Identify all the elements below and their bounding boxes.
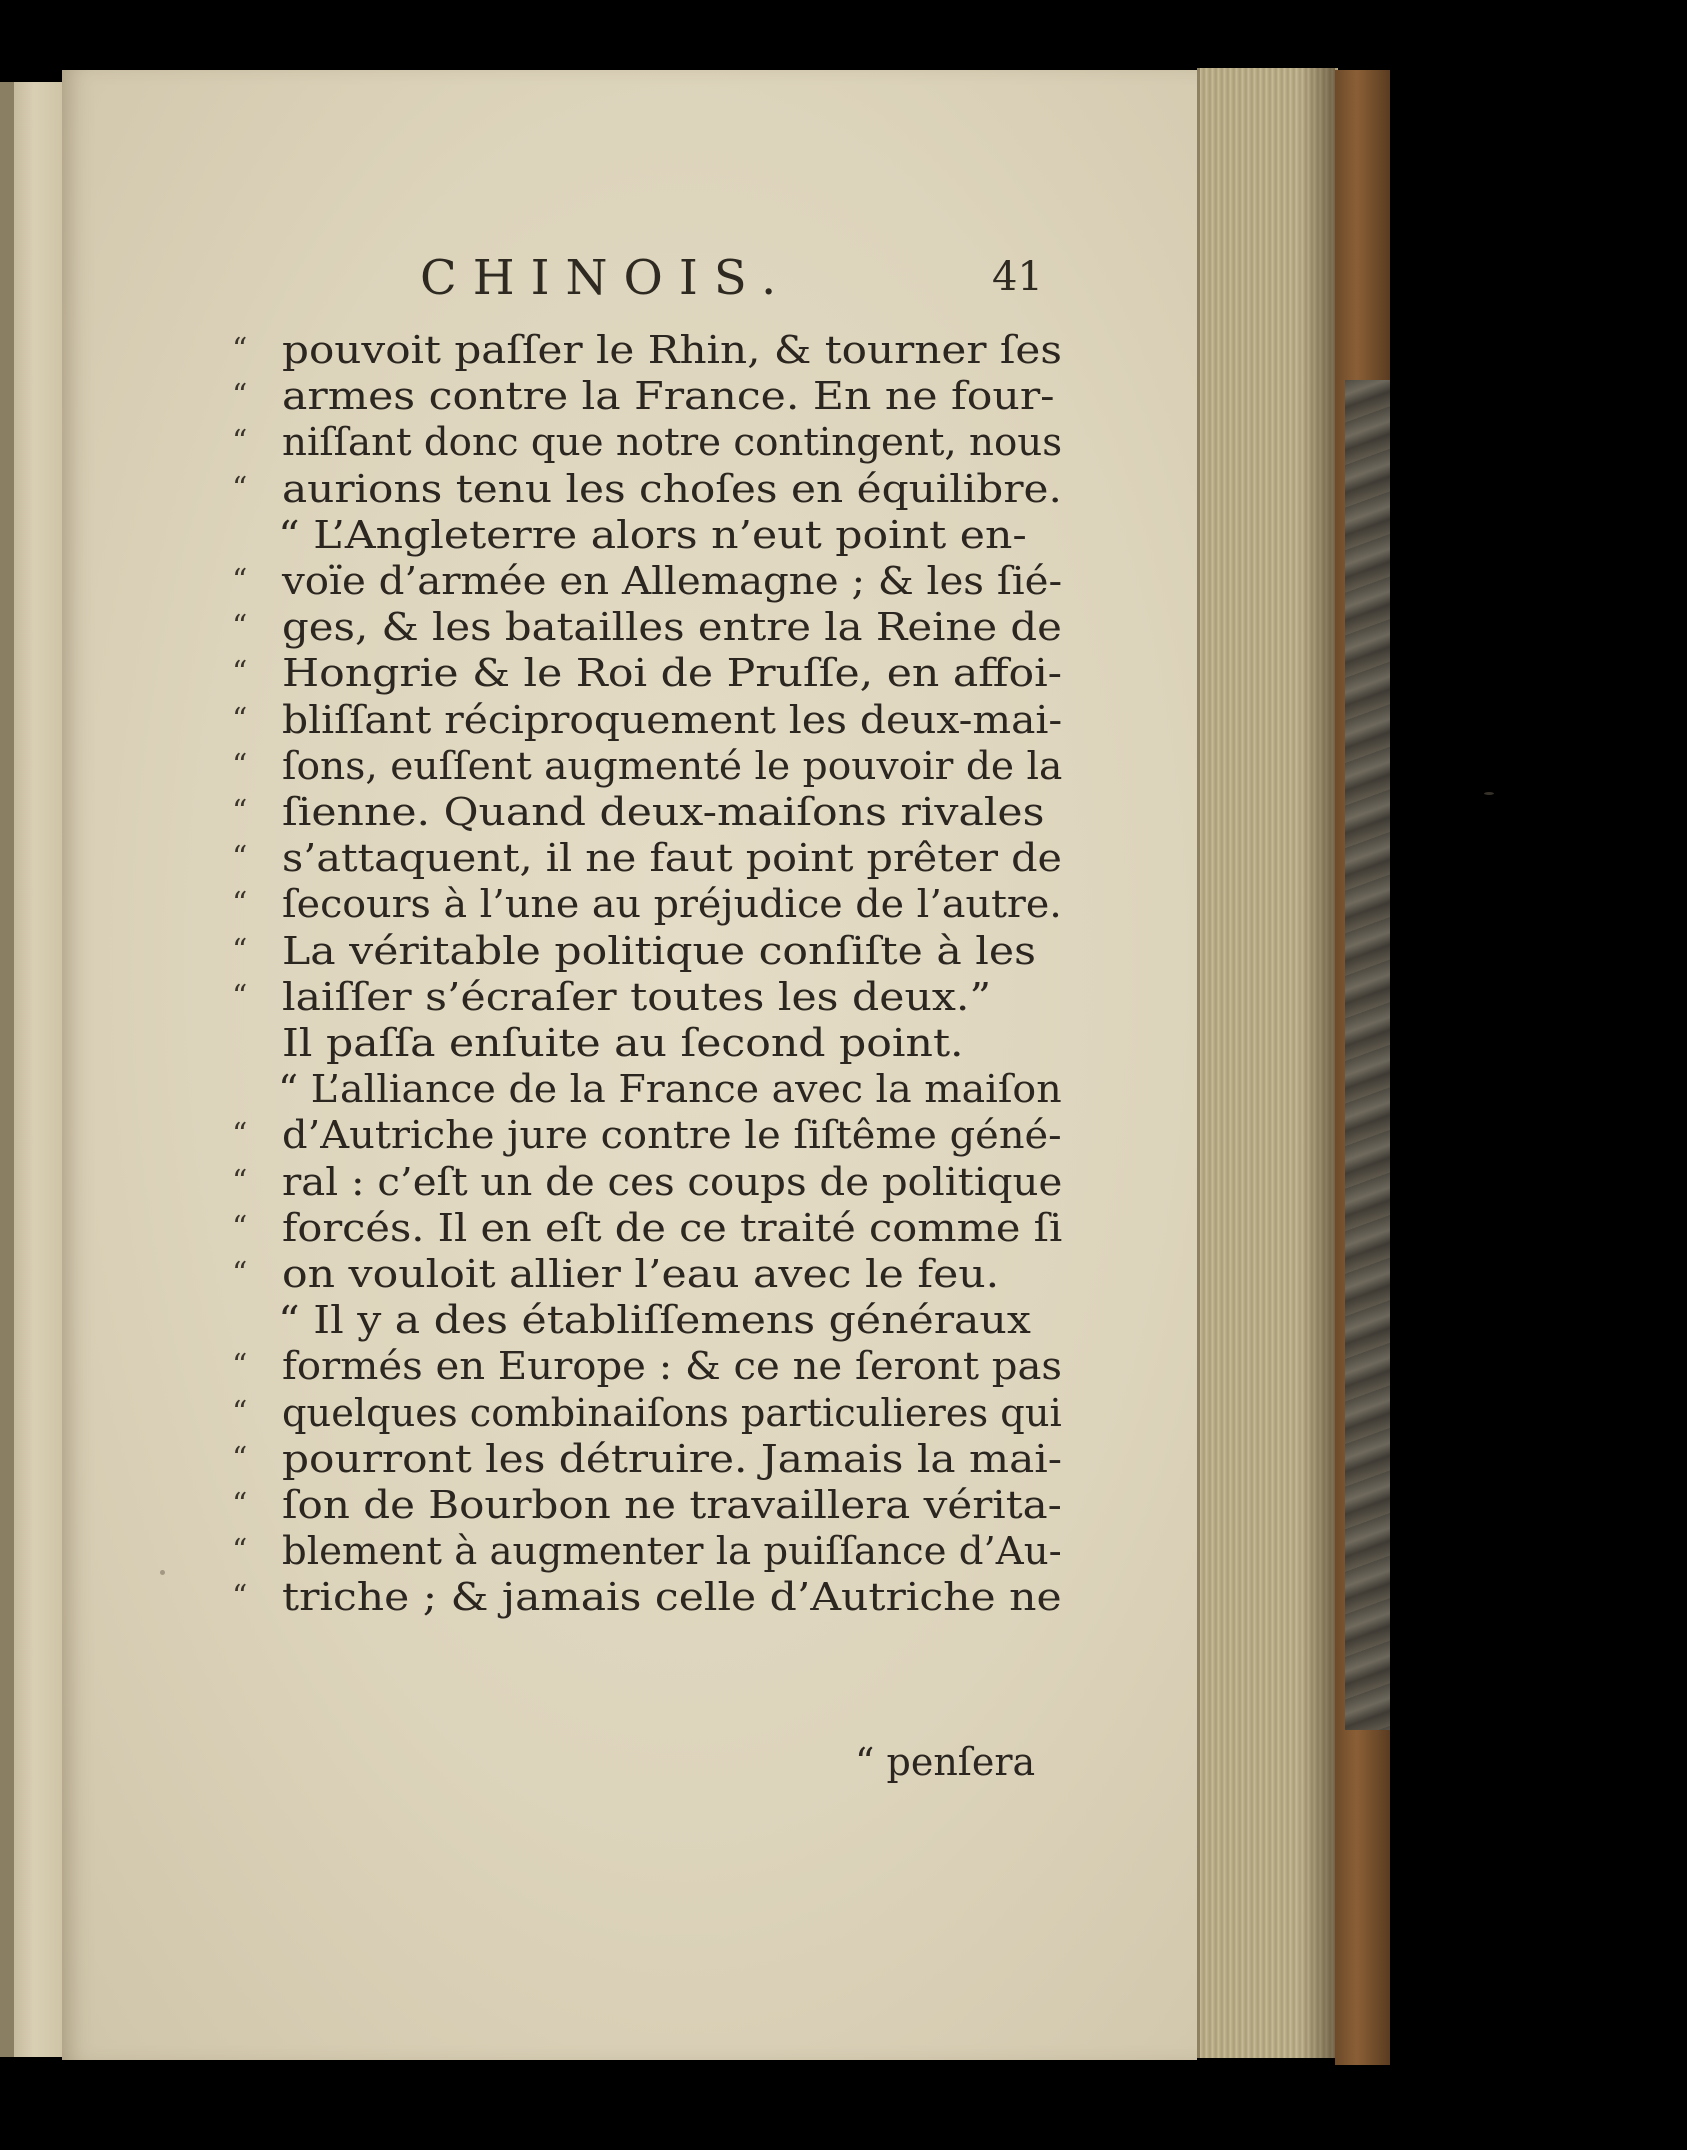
line-text: Hongrie & le Roi de Pruſſe, en affoi- [282,651,1063,696]
text-line [0,1342,1687,1390]
line-text: armes contre la France. En ne four- [282,374,1055,419]
margin-quote-mark: “ [232,424,248,460]
line-text: bliſſant réciproquement les deux-mai- [282,697,1063,742]
line-text: niſſant donc que notre contingent, nous [282,420,1063,465]
running-title: CHINOIS. [420,250,793,306]
catchword: “ penſera [855,1740,1036,1784]
line-text: on vouloit allier l’eau avec le feu. [282,1252,1000,1296]
margin-quote-mark: “ [232,1579,248,1615]
page-number: 41 [992,254,1043,300]
text-line [0,973,1687,1021]
margin-quote-mark: “ [232,378,248,414]
margin-quote-mark: “ [232,1533,248,1569]
text-line [0,326,1687,374]
margin-quote-mark: “ [232,1394,248,1430]
margin-quote-mark: “ [232,1348,248,1384]
line-text: ſons, euſſent augmenté le pouvoir de la [282,743,1063,788]
line-text: d’Autriche jure contre le ſiſtême géné- [282,1113,1062,1158]
line-text: pouvoit paſſer le Rhin, & tourner ſes [282,328,1062,372]
line-text: La véritable politique conſiſte à les [282,928,1036,973]
text-line [0,1019,1687,1067]
text-line [0,1111,1687,1159]
text-line [0,511,1687,559]
text-line [0,465,1687,513]
text-line [0,1296,1687,1344]
margin-quote-mark: “ [232,1117,248,1153]
text-line [0,557,1687,605]
margin-quote-mark: “ [232,1440,248,1476]
margin-quote-mark: “ [232,840,248,876]
margin-quote-mark: “ [232,1163,248,1199]
text-line [0,1527,1687,1575]
margin-quote-mark: “ [232,470,248,506]
margin-quote-mark: “ [232,932,248,968]
line-text: blement à augmenter la puiſſance d’Au- [282,1529,1062,1574]
margin-quote-mark: “ [232,1256,248,1291]
line-text: pourront les détruire. Jamais la mai- [282,1436,1063,1481]
line-text: “ L’alliance de la France avec la maiſon [278,1067,1062,1112]
line-text: Il paſſa enſuite au ſecond point. [282,1021,964,1065]
text-line [0,1250,1687,1298]
text-line [0,1573,1687,1621]
text-line [0,696,1687,744]
margin-quote-mark: “ [232,1487,248,1522]
margin-quote-mark: “ [232,747,248,783]
margin-quote-mark: “ [232,978,248,1014]
margin-quote-mark: “ [232,609,248,645]
text-line [0,788,1687,836]
line-text: forcés. Il en eſt de ce traité comme ſi [282,1205,1063,1250]
text-line [0,880,1687,928]
text-line [0,1065,1687,1113]
line-text: ges, & les batailles entre la Reine de [282,605,1062,650]
line-text: formés en Europe : & ce ne ſeront pas [282,1344,1063,1389]
text-line [0,1481,1687,1529]
margin-quote-mark: “ [232,563,248,598]
margin-quote-mark: “ [232,701,248,737]
text-line [0,1435,1687,1483]
line-text: voïe d’armée en Allemagne ; & les ſié- [282,559,1063,603]
text-line [0,1204,1687,1252]
line-text: triche ; & jamais celle d’Autriche ne [282,1575,1062,1620]
line-text: “ Il y a des établiſſemens généraux [278,1298,1031,1343]
margin-quote-mark: “ [232,794,248,829]
text-line [0,834,1687,882]
margin-quote-mark: “ [232,886,248,922]
text-line [0,1389,1687,1437]
line-text: ral : c’eſt un de ces coups de politique [282,1159,1063,1204]
text-line [0,372,1687,420]
margin-quote-mark: “ [232,655,248,691]
line-text: ſecours à l’une au préjudice de l’autre. [282,882,1062,927]
text-line [0,603,1687,651]
margin-quote-mark: “ [232,332,248,367]
text-line [0,742,1687,790]
line-text: “ L’Angleterre alors n’eut point en- [278,512,1027,557]
text-line [0,927,1687,975]
line-text: quelques combinaiſons particulieres qui [282,1390,1062,1435]
line-text: ſon de Bourbon ne travaillera vérita- [282,1483,1062,1527]
text-line [0,649,1687,697]
text-line [0,1158,1687,1206]
text-line [0,418,1687,466]
line-text: laiſſer s’écraſer toutes les deux.” [282,974,992,1019]
line-text: aurions tenu les choſes en équilibre. [282,466,1062,511]
speck [160,1570,165,1575]
margin-quote-mark: “ [232,1209,248,1245]
line-text: ſienne. Quand deux-maiſons rivales [282,790,1045,834]
speck [1484,792,1494,795]
line-text: s’attaquent, il ne faut point prêter de [282,836,1063,881]
